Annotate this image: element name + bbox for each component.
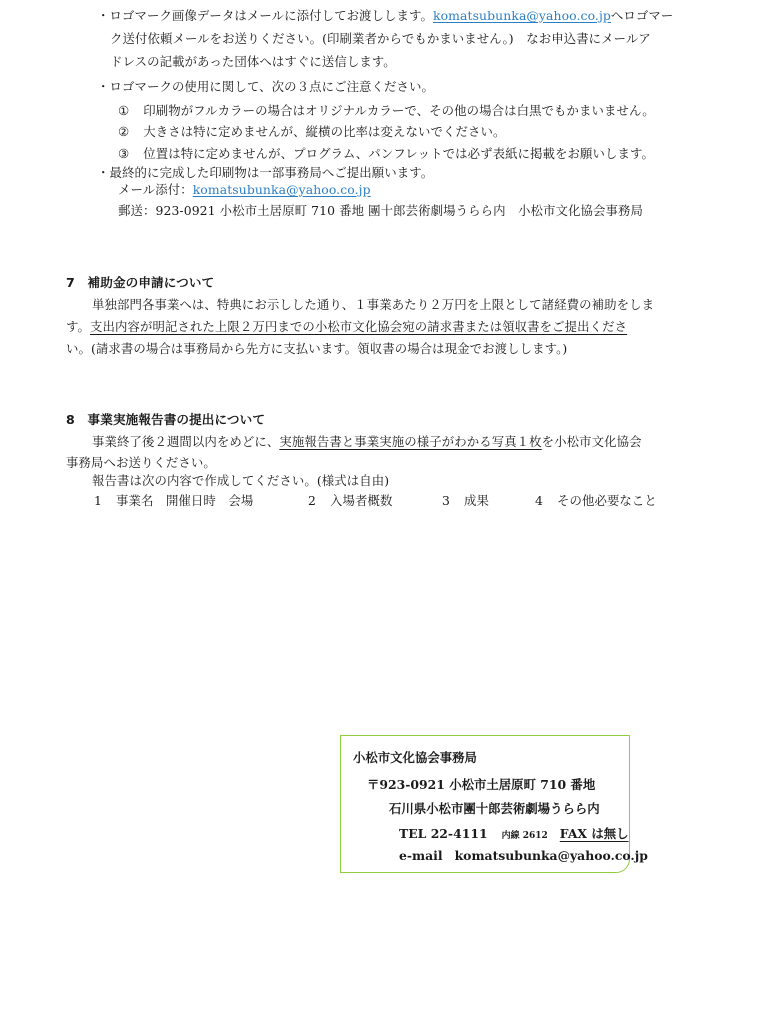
note-item-2 — [118, 123, 505, 140]
report-item-1 — [94, 492, 253, 509]
report-item-text: 事業名 開催日時 会場 — [115, 493, 254, 508]
report-item-4 — [535, 492, 657, 509]
logo-data-line-1 — [97, 7, 673, 24]
section-8-heading: 8 事業実施報告書の提出について — [66, 412, 266, 427]
report-item-number: 3 — [442, 493, 450, 508]
contact-tel: TEL 22-4111 — [399, 826, 488, 841]
contact-address-2: 石川県小松市團十郎芸術劇場うらら内 — [389, 801, 600, 816]
logo-data-text: ・ロゴマーク画像データはメールに添付してお渡しします。 — [97, 8, 434, 23]
contact-extension: 内線 2612 — [501, 831, 548, 841]
email-link[interactable]: komatsubunka@yahoo.co.jp — [433, 8, 611, 23]
report-item-2 — [308, 492, 392, 509]
section-7-text: す。 — [66, 319, 90, 334]
post-address-line: 郵送：923-0921 小松市土居原町 710 番地 團十郎芸術劇場うらら内 小松市文化協会事務局 — [118, 203, 643, 218]
section-7-line-1: 単独部門各事業へは、特典にお示しした通り、１事業あたり２万円を上限として諸経費の補助をしま — [92, 297, 655, 312]
note-text: 印刷物がフルカラーの場合はオリジナルカラーで、その他の場合は白黒でもかまいません。 — [143, 103, 655, 118]
section-7-line-3: い。(請求書の場合は事務局から先方に支払います。領収書の場合は現金でお渡しします。) — [66, 341, 568, 356]
report-item-number: 4 — [535, 493, 543, 508]
report-item-text: その他必要なこと — [556, 493, 657, 508]
note-number: ③ — [118, 146, 130, 161]
logo-data-line-2: ク送付依頼メールをお送りください。(印刷業者からでもかまいません。) なお申込書にメールア — [110, 31, 651, 46]
section-8-line-1 — [92, 433, 642, 450]
report-item-text: 入場者概数 — [329, 493, 393, 508]
report-item-number: 1 — [94, 493, 102, 508]
section-7-underlined-text: 支出内容が明記された上限２万円までの小松市文化協会宛の請求書または領収書をご提出くださ — [90, 319, 628, 334]
note-item-3 — [118, 145, 654, 162]
contact-email[interactable]: komatsubunka@yahoo.co.jp — [454, 848, 648, 863]
section-8-line-2: 事務局へお送りください。 — [66, 455, 216, 470]
mail-attach-line — [118, 181, 371, 198]
mail-label: メール添付： — [118, 182, 193, 197]
note-number: ① — [118, 103, 130, 118]
section-8-line-3: 報告書は次の内容で作成してください。(様式は自由) — [92, 473, 390, 488]
logo-data-text-tail: へロゴマー — [610, 8, 674, 23]
contact-org: 小松市文化協会事務局 — [353, 750, 477, 765]
contact-address-1: 〒923-0921 小松市土居原町 710 番地 — [367, 777, 596, 792]
mail-email-link[interactable]: komatsubunka@yahoo.co.jp — [192, 182, 371, 197]
final-print-line: ・最終的に完成した印刷物は一部事務局へご提出願います。 — [97, 165, 434, 180]
note-text: 大きさは特に定めませんが、縦横の比率は変えないでください。 — [143, 124, 506, 139]
report-item-3 — [442, 492, 489, 509]
contact-email-label: e-mail — [399, 848, 443, 863]
contact-email-line — [399, 848, 648, 863]
contact-tel-line — [399, 824, 629, 842]
section-8-text: 事業終了後２週間以内をめどに、 — [92, 434, 280, 449]
note-text: 位置は特に定めませんが、プログラム、パンフレットでは必ず表紙に掲載をお願いします。 — [143, 146, 654, 161]
contact-fax: FAX は無し — [559, 826, 629, 841]
section-8-text-tail: を小松市文化協会 — [541, 434, 642, 449]
report-item-text: 成果 — [463, 493, 489, 508]
section-7-line-2 — [66, 318, 627, 335]
logo-usage-intro: ・ロゴマークの使用に関して、次の３点にご注意ください。 — [97, 79, 434, 94]
section-8-underlined-text: 実施報告書と事業実施の様子がわかる写真１枚 — [279, 434, 542, 449]
contact-box — [340, 735, 648, 873]
section-7-heading: 7 補助金の申請について — [66, 275, 215, 290]
note-number: ② — [118, 124, 130, 139]
note-item-1 — [118, 102, 655, 119]
logo-data-line-3: ドレスの記載があった団体へはすぐに送信します。 — [110, 54, 396, 69]
report-item-number: 2 — [308, 493, 316, 508]
